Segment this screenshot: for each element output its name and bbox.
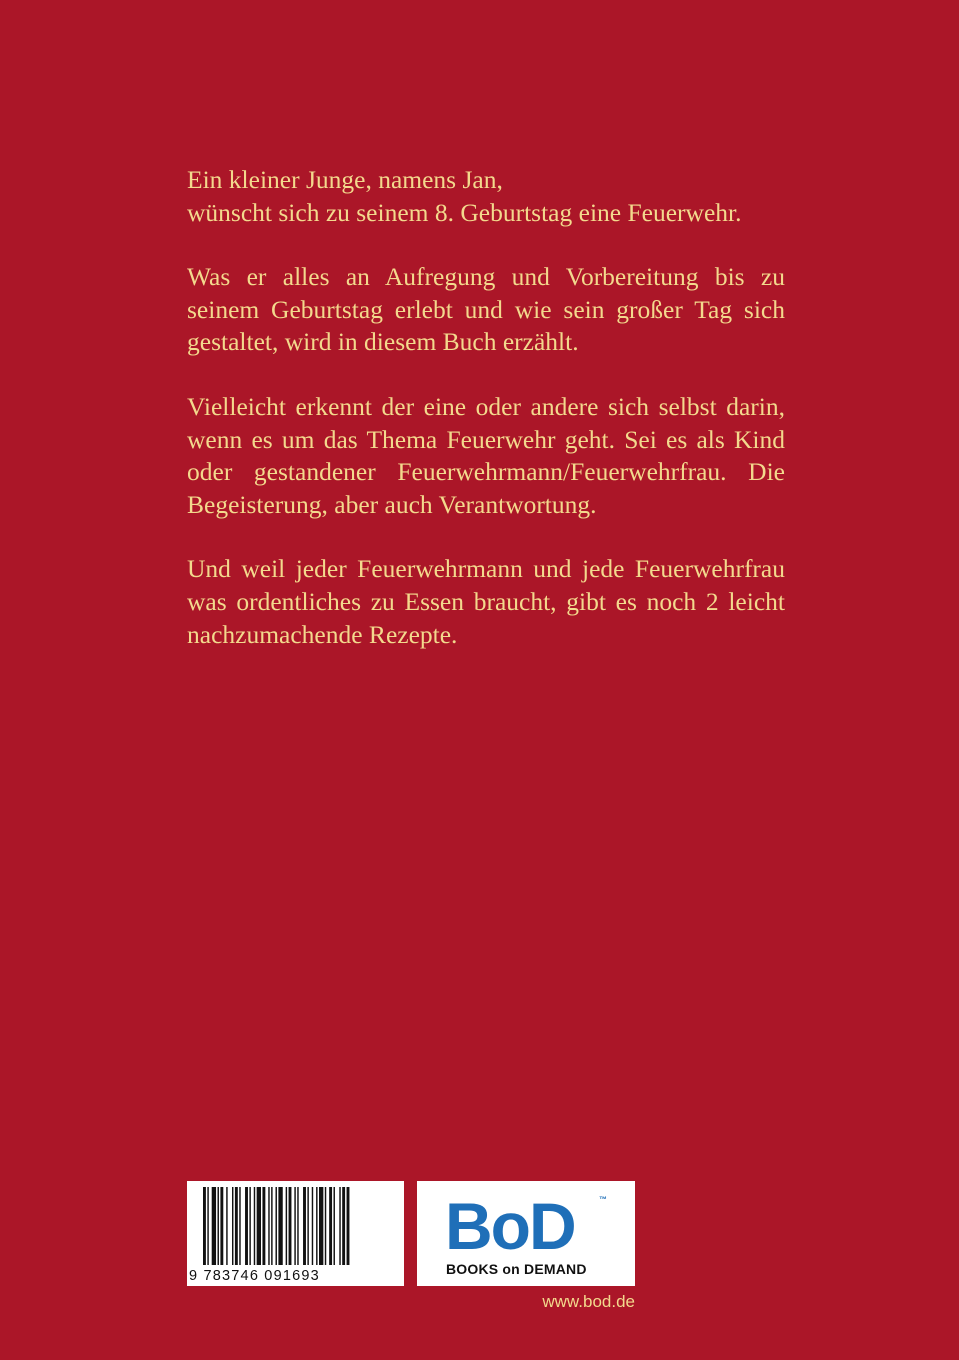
barcode-bar bbox=[325, 1187, 326, 1265]
barcode-bar bbox=[319, 1187, 323, 1265]
barcode-bar bbox=[303, 1187, 306, 1265]
barcode-bar bbox=[226, 1187, 227, 1265]
isbn-digits: 9 783746 091693 bbox=[189, 1268, 320, 1284]
barcode-bar bbox=[257, 1187, 261, 1265]
barcode-bar bbox=[276, 1187, 277, 1265]
barcode-bar bbox=[294, 1187, 295, 1265]
trademark-symbol: ™ bbox=[599, 1195, 607, 1204]
blurb-line: gestaltet, wird in diesem Buch erzählt. bbox=[187, 327, 579, 357]
blurb-line: was ordentliches zu Essen braucht, gibt es noch 2 leicht bbox=[187, 586, 785, 616]
blurb-line: Was er alles an Aufregung und Vorbereitung bis zu bbox=[187, 262, 785, 292]
barcode-bar bbox=[316, 1187, 317, 1265]
barcode-bar bbox=[245, 1187, 248, 1265]
blurb-line: Vielleicht erkennt der eine oder andere sich selbst darin, bbox=[187, 391, 785, 421]
blurb-line: wünscht sich zu seinem 8. Geburtstag eine Feuerwehr. bbox=[187, 197, 742, 227]
barcode-bar bbox=[289, 1187, 292, 1265]
barcode-bar bbox=[342, 1187, 345, 1265]
barcode-bar bbox=[297, 1187, 298, 1265]
barcode-bar bbox=[347, 1187, 350, 1265]
barcode-bar bbox=[307, 1187, 308, 1265]
publisher-url: www.bod.de bbox=[542, 1292, 635, 1311]
isbn-barcode bbox=[187, 1181, 404, 1286]
barcode-bar bbox=[235, 1187, 238, 1265]
barcode-bar bbox=[220, 1187, 223, 1265]
barcode-bar bbox=[212, 1187, 216, 1265]
blurb-line: wenn es um das Thema Feuerwehr geht. Sei es als Kind bbox=[187, 424, 785, 454]
barcode-bar bbox=[262, 1187, 265, 1265]
bod-tagline: BOOKS on DEMAND bbox=[446, 1261, 587, 1277]
barcode-bar bbox=[286, 1187, 287, 1265]
blurb-paragraph-1 bbox=[187, 164, 785, 229]
blurb-line: Ein kleiner Junge, namens Jan, bbox=[187, 165, 503, 194]
barcode-bar bbox=[239, 1187, 240, 1265]
blurb-line: oder gestandener Feuerwehrmann/Feuerwehrfrau. Die bbox=[187, 457, 785, 487]
blurb-line: nachzumachende Rezepte. bbox=[187, 619, 458, 649]
barcode-bar bbox=[249, 1187, 250, 1265]
barcode-bar bbox=[271, 1187, 272, 1265]
bod-logo-text: BoD bbox=[445, 1189, 575, 1263]
blurb-line: seinem Geburtstag erlebt und wie sein großer Tag sich bbox=[187, 294, 785, 324]
blurb-paragraph-4 bbox=[187, 553, 785, 651]
blurb-line: Und weil jeder Feuerwehrmann und jede Feuerwehrfrau bbox=[187, 554, 785, 584]
blurb-paragraph-3 bbox=[187, 391, 785, 521]
barcode-bar bbox=[278, 1187, 282, 1265]
barcode-bar bbox=[334, 1187, 335, 1265]
barcode-bar bbox=[339, 1187, 340, 1265]
barcode-bar bbox=[218, 1187, 219, 1265]
blurb-paragraph-2 bbox=[187, 261, 785, 359]
barcode-bar bbox=[203, 1187, 206, 1265]
barcode-bar bbox=[254, 1187, 255, 1265]
blurb-text bbox=[187, 164, 785, 683]
barcode-bar bbox=[232, 1187, 233, 1265]
blurb-line: Begeisterung, aber auch Verantwortung. bbox=[187, 489, 597, 519]
barcode-bar bbox=[312, 1187, 313, 1265]
barcode-bar bbox=[268, 1187, 269, 1265]
publisher-logo bbox=[417, 1181, 635, 1286]
barcode-bar bbox=[207, 1187, 208, 1265]
barcode-bar bbox=[329, 1187, 332, 1265]
